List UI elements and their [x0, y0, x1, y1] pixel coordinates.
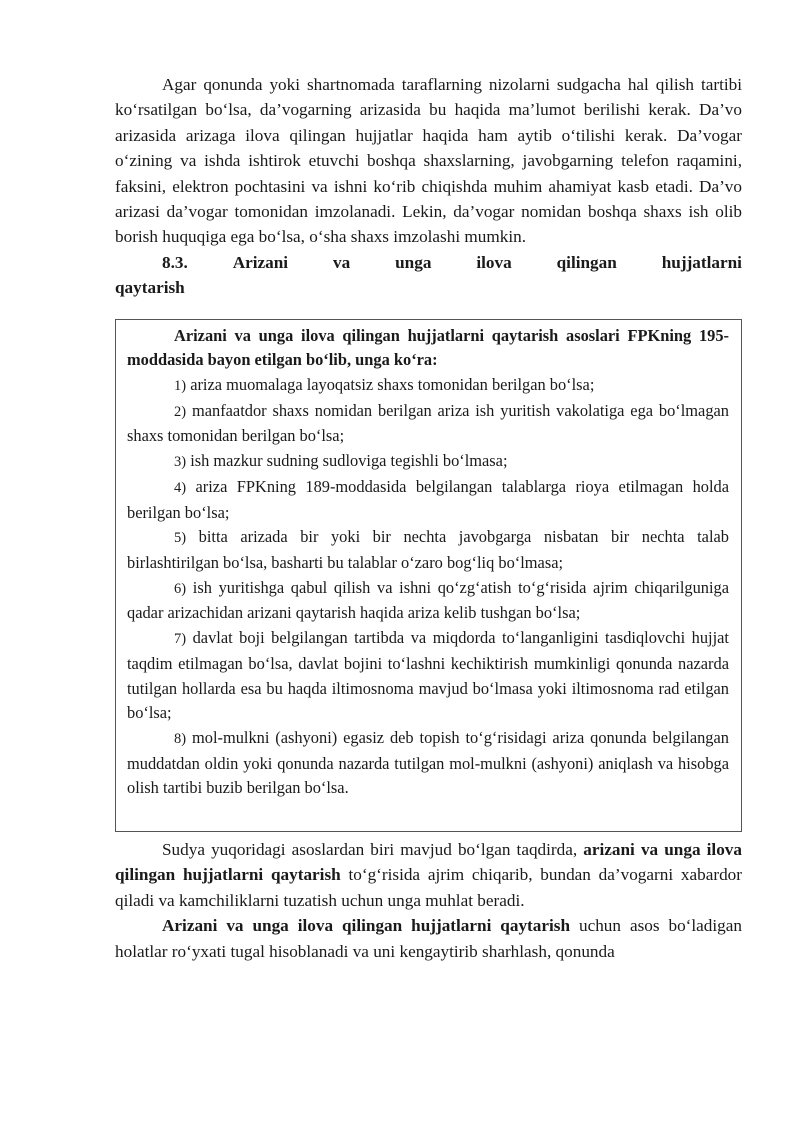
grounds-box [115, 319, 742, 832]
list-item: 4) ariza FPKning 189-moddasida belgilangan talablarga rioya etilmagan holda berilgan bo‘lsa; [127, 476, 729, 522]
section-title-word: unga [395, 252, 432, 272]
box-heading: Arizani va unga ilova qilingan hujjatlarni qaytarish asoslari FPKning 195-moddasida bayon etilgan bo‘lib, unga ko‘ra: [127, 325, 729, 370]
list-item: 2) manfaatdor shaxs nomidan berilgan ariza ish yuritish vakolatiga ega bo‘lmagan shaxs tomonidan berilgan bo‘lsa; [127, 400, 729, 446]
section-heading [115, 250, 742, 301]
section-title-word: Arizani [232, 252, 289, 272]
section-heading-line [115, 250, 742, 275]
intro-paragraph: Agar qonunda yoki shartnomada taraflarning nizolarni sudgacha hal qilish tartibi ko‘rsatilgan bo‘lsa, da’vogarning arizasida bu haqida ma’lumot berilishi kerak. Da’vo arizasida arizaga ilova qilingan hujjatlar haqida ham aytib o‘tilishi kerak. Da’vogar o‘zining va ishda ishtirok etuvchi boshqa shaxslarning, javobgarning telefon raqamini, faksini, elektron pochtasini va ishni ko‘rib chiqishda muhim ahamiyat kasb etadi. Da’vo arizasi da’vogar tomonidan imzolanadi. Lekin, da’vogar nomidan boshqa shaxs ish olib borish huquqiga ega bo‘lsa, o‘sha shaxs imzolashi mumkin. [115, 75, 742, 247]
list-item: 1) ariza muomalaga layoqatsiz shaxs tomonidan berilgan bo‘lsa; [174, 375, 595, 395]
section-number: 8.3. [162, 252, 188, 272]
document-page [115, 72, 742, 964]
section-title-word: hujjatlarni [661, 252, 742, 272]
list-item: 3) ish mazkur sudning sudloviga tegishli bo‘lmasa; [174, 451, 508, 471]
section-title-word: va [333, 252, 351, 272]
section-title-word: qilingan [556, 252, 617, 272]
section-title-word: ilova [476, 252, 512, 272]
paragraph-after-box: Sudya yuqoridagi asoslardan biri mavjud bo‘lgan taqdirda, arizani va unga ilova qilingan hujjatlarni qaytarish to‘g‘risida ajrim chiqarib, bundan da’vogarni xabardor qiladi va kamchiliklarni tuzatish uchun unga muhlat beradi. [115, 840, 742, 910]
paragraph-final: Arizani va unga ilova qilingan hujjatlarni qaytarish uchun asos bo‘ladigan holatlar ro‘yxati tugal hisoblanadi va uni kengaytirib sharhlash, qonunda [115, 916, 742, 961]
list-item: 6) ish yuritishga qabul qilish va ishni qo‘zg‘atish to‘g‘risida ajrim chiqarilguniga qadar arizachidan arizani qaytarish haqida ariza kelib tushgan bo‘lsa; [127, 577, 729, 623]
list-item: 8) mol-mulkni (ashyoni) egasiz deb topish to‘g‘risidagi ariza qonunda belgilangan muddatdan oldin yoki qonunda nazarda tutilgan mol-mulkni (ashyoni) aniqlash va hisobga olish tartibi buzib berilgan bo‘lsa. [127, 727, 729, 798]
section-title-last: qaytarish [115, 278, 185, 298]
list-item: 5) bitta arizada bir yoki bir nechta javobgarga nisbatan bir nechta talab birlashtirilgan bo‘lsa, basharti bu talablar o‘zaro bog‘liq bo‘lmasa; [127, 527, 729, 572]
list-item: 7) davlat boji belgilangan tartibda va miqdorda to‘langanligini tasdiqlovchi hujjat taqdim etilmagan bo‘lsa, davlat bojini to‘lashni kechiktirish mumkinligi qonunda nazarda tutilgan hollarda esa bu haqda iltimosnoma mavjud bo‘lmasa yoki iltimosnoma rad etilgan bo‘lsa; [127, 628, 729, 723]
